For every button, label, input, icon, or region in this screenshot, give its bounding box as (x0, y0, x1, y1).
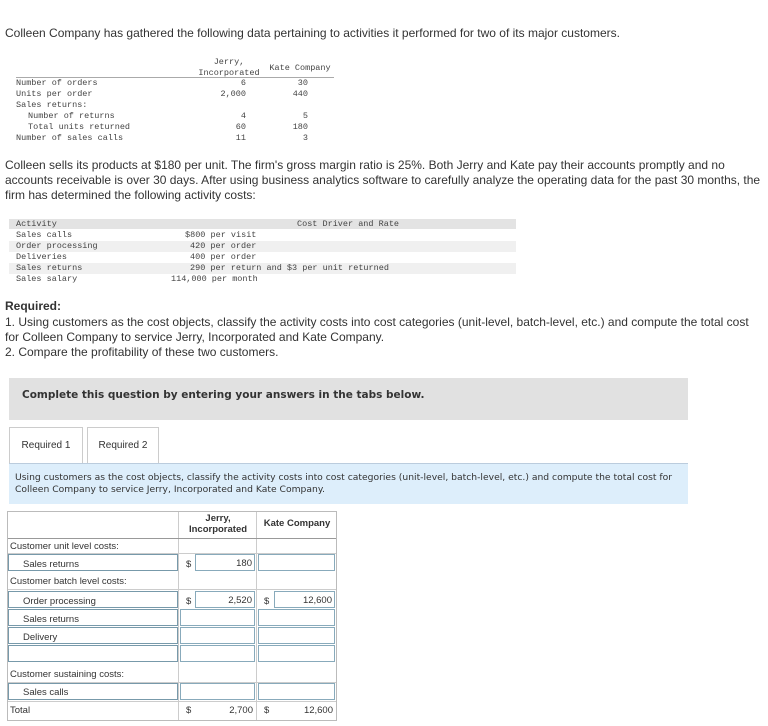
input-del-kate[interactable] (258, 627, 335, 644)
answer-header-kate: Kate Company (263, 518, 331, 529)
required-item-1: 1. Using customers as the cost objects, classify the activity costs into cost categories (unit-level, batch-level, etc.) and compute the total cost for Colleen Company to service Jerry, Incorporated and Kate Company. (5, 315, 749, 344)
activity-name: Order processing (16, 241, 98, 251)
activity-rate: 420 per order (190, 241, 257, 251)
activity-name: Sales salary (16, 274, 78, 284)
row-select-order-processing[interactable] (8, 591, 178, 608)
data-row-jerry: 6 (240, 78, 246, 88)
row-select-sales-returns-batch[interactable] (8, 609, 178, 626)
dollar-sign: $ (186, 559, 192, 570)
data-row-kate: 180 (292, 122, 308, 132)
label-sales-returns-batch: Sales returns (23, 614, 79, 625)
data-row-label: Number of returns (28, 111, 115, 121)
header-jerry: Jerry, Incorporated (198, 57, 260, 78)
activity-name: Sales returns (16, 263, 83, 273)
data-row-label: Number of orders (16, 78, 98, 88)
data-row-kate: 5 (302, 111, 308, 121)
label-sales-returns-unit: Sales returns (23, 559, 79, 570)
intro-paragraph: Colleen sells its products at $180 per unit. The firm's gross margin ratio is 25%. Both Jerry and Kate pay their accounts promptly and no accounts receivable is over 30 days. After using business analytics software to carefully analyze the operating data for the past 30 months, the firm has determined the following activity costs: (5, 158, 761, 202)
header-activity: Activity (16, 219, 57, 229)
label-unit-header: Customer unit level costs: (10, 541, 119, 552)
label-delivery: Delivery (23, 632, 58, 643)
data-row-kate: 3 (302, 133, 308, 143)
dollar-sign: $ (264, 596, 270, 607)
input-blank-kate[interactable] (258, 645, 335, 662)
required-item-2: 2. Compare the profitability of these two customers. (5, 345, 279, 359)
input-op-jerry[interactable]: 2,520 (195, 591, 255, 608)
answer-grid (7, 511, 337, 721)
activity-rate: 290 per return and $3 per unit returned (190, 263, 389, 273)
data-row-kate: 30 (297, 78, 308, 88)
row-select-sales-returns-unit[interactable] (8, 554, 178, 571)
data-row-jerry: 11 (235, 133, 246, 143)
input-del-jerry[interactable] (180, 627, 255, 644)
dollar-sign: $ (186, 705, 192, 716)
dollar-sign: $ (264, 705, 270, 716)
activity-header-strip (9, 219, 516, 229)
activity-name: Deliveries (16, 252, 68, 262)
required-heading: Required: (5, 299, 62, 313)
data-row-kate: 440 (292, 89, 308, 99)
header-kate: Kate Company (269, 63, 331, 73)
input-sr-unit-jerry[interactable]: 180 (195, 554, 255, 571)
data-row-label: Sales returns: (16, 100, 88, 110)
label-sales-calls: Sales calls (23, 687, 69, 698)
dollar-sign: $ (186, 596, 192, 607)
tab-required-2[interactable]: Required 2 (87, 427, 159, 463)
activity-rate: 114,000 per month (171, 274, 258, 284)
input-srb-kate[interactable] (258, 609, 335, 626)
data-row-label: Units per order (16, 89, 93, 99)
data-row-label: Number of sales calls (16, 133, 124, 143)
answer-header-jerry: Jerry, Incorporated (188, 513, 248, 535)
instruction-box (9, 463, 688, 504)
intro-text: Colleen Company has gathered the following data pertaining to activities it performed for two of its major customers. (5, 26, 620, 40)
label-total: Total (10, 705, 31, 716)
row-select-blank[interactable] (8, 645, 178, 662)
input-sr-unit-kate[interactable] (258, 554, 335, 571)
activity-rate: $800 per visit (185, 230, 257, 240)
data-row-jerry: 2,000 (220, 89, 246, 99)
activity-name: Sales calls (16, 230, 73, 240)
question-box (9, 378, 688, 420)
input-blank-jerry[interactable] (180, 645, 255, 662)
tab-required-1[interactable]: Required 1 (9, 427, 83, 463)
input-sc-jerry[interactable] (180, 683, 255, 700)
data-row-label: Total units returned (28, 122, 131, 132)
data-row-jerry: 4 (240, 111, 246, 121)
instruction-text: Using customers as the cost objects, classify the activity costs into cost categories (unit-level, batch-level, etc.) and compute the total cost for Colleen Company to service Jerry, Incorporated and Kate Company. (15, 472, 673, 495)
label-order-processing: Order processing (23, 596, 96, 607)
row-select-sales-calls[interactable] (8, 683, 178, 700)
label-batch-header: Customer batch level costs: (10, 576, 127, 587)
header-cost-driver: Cost Driver and Rate (297, 219, 400, 229)
total-kate: 12,600 (303, 705, 333, 716)
input-sc-kate[interactable] (258, 683, 335, 700)
label-sustaining-header: Customer sustaining costs: (10, 669, 125, 680)
input-srb-jerry[interactable] (180, 609, 255, 626)
activity-rate: 400 per order (190, 252, 257, 262)
input-op-kate[interactable]: 12,600 (274, 591, 335, 608)
question-box-text: Complete this question by entering your answers in the tabs below. (22, 389, 425, 401)
data-row-jerry: 60 (235, 122, 246, 132)
total-jerry: 2,700 (229, 705, 253, 716)
row-select-delivery[interactable] (8, 627, 178, 644)
